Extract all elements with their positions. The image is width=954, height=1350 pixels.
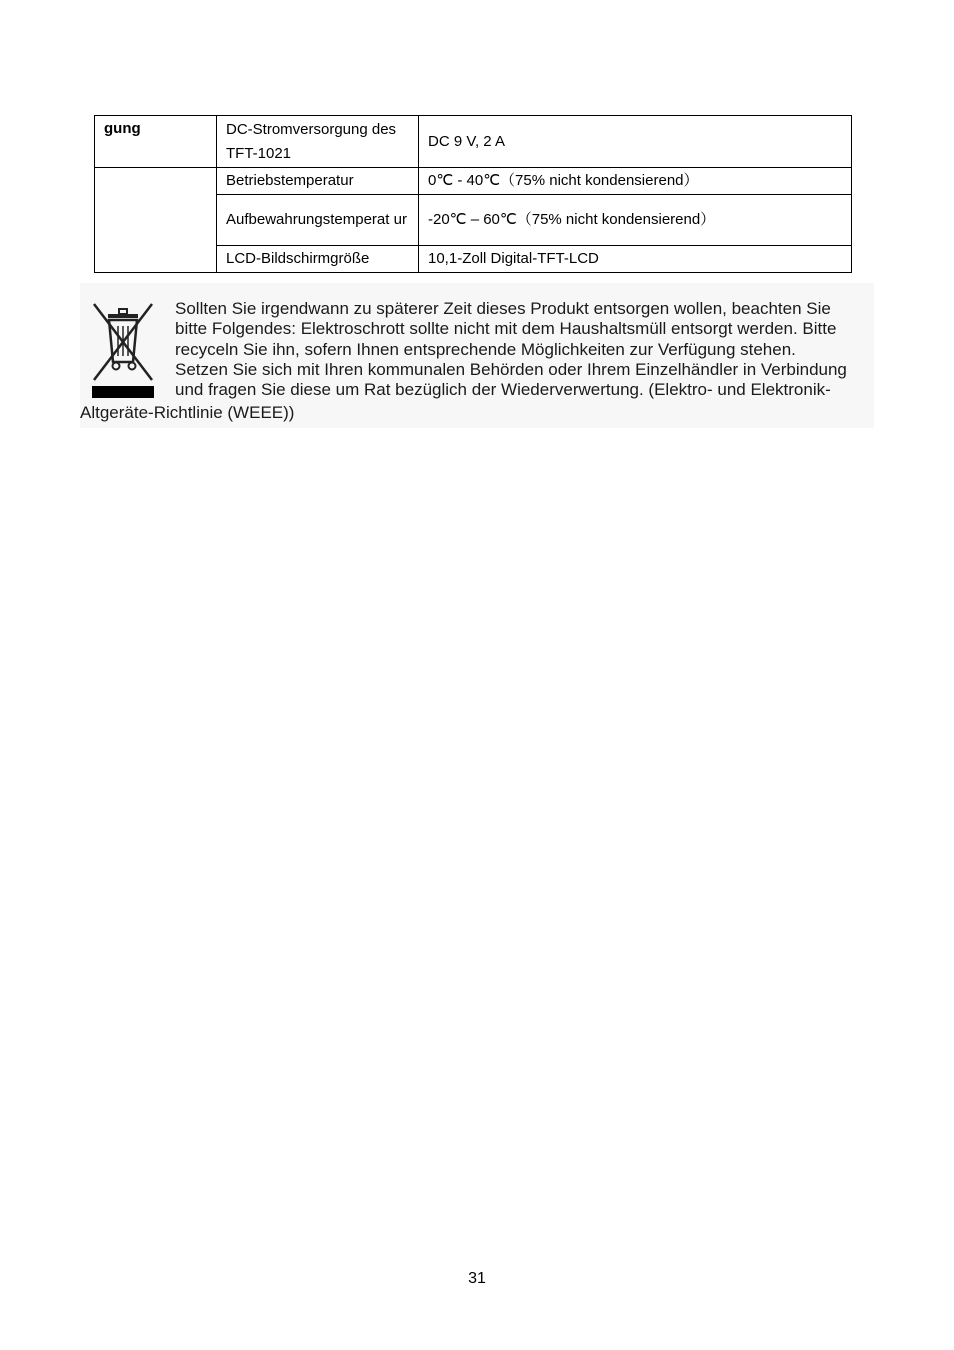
notice-line: Setzen Sie sich mit Ihren kommunalen Behörden oder Ihrem Einzelhändler in Verbindung	[175, 359, 847, 379]
disposal-instructions	[175, 299, 875, 400]
value-cell: 0℃ - 40℃（75% nicht kondensierend）	[419, 168, 852, 195]
label-cell: LCD-Bildschirmgröße	[217, 246, 419, 273]
notice-line: recyceln Sie ihn, sofern Ihnen entsprechende Möglichkeiten zur Verfügung stehen.	[175, 339, 796, 359]
value-cell: -20℃ – 60℃（75% nicht kondensierend）	[419, 195, 852, 246]
label-cell: Betriebstemperatur	[217, 168, 419, 195]
weee-disposal-notice	[80, 283, 874, 428]
notice-line: und fragen Sie diese um Rat bezüglich der Wiederverwertung. (Elektro- und Elektronik-	[175, 380, 831, 400]
notice-line: bitte Folgendes: Elektroschrott sollte nicht mit dem Haushaltsmüll entsorgt werden. Bitte	[175, 319, 837, 339]
table-row	[95, 116, 852, 168]
value-cell: 10,1-Zoll Digital-TFT-LCD	[419, 246, 852, 273]
specifications-table	[94, 115, 852, 273]
table-row	[95, 168, 852, 195]
page-number: 31	[468, 1270, 486, 1287]
notice-line: Sollten Sie irgendwann zu späterer Zeit dieses Produkt entsorgen wollen, beachten Sie	[175, 299, 831, 318]
category-cell	[95, 168, 217, 273]
category-cell: gung	[95, 116, 217, 168]
label-cell: DC-Stromversorgung des TFT-1021	[217, 116, 419, 168]
crossed-out-wheelie-bin-icon	[88, 298, 158, 398]
value-cell: DC 9 V, 2 A	[419, 116, 852, 168]
label-cell: Aufbewahrungstemperat ur	[217, 195, 419, 246]
notice-tail-line: Altgeräte-Richtlinie (WEEE))	[80, 403, 295, 422]
